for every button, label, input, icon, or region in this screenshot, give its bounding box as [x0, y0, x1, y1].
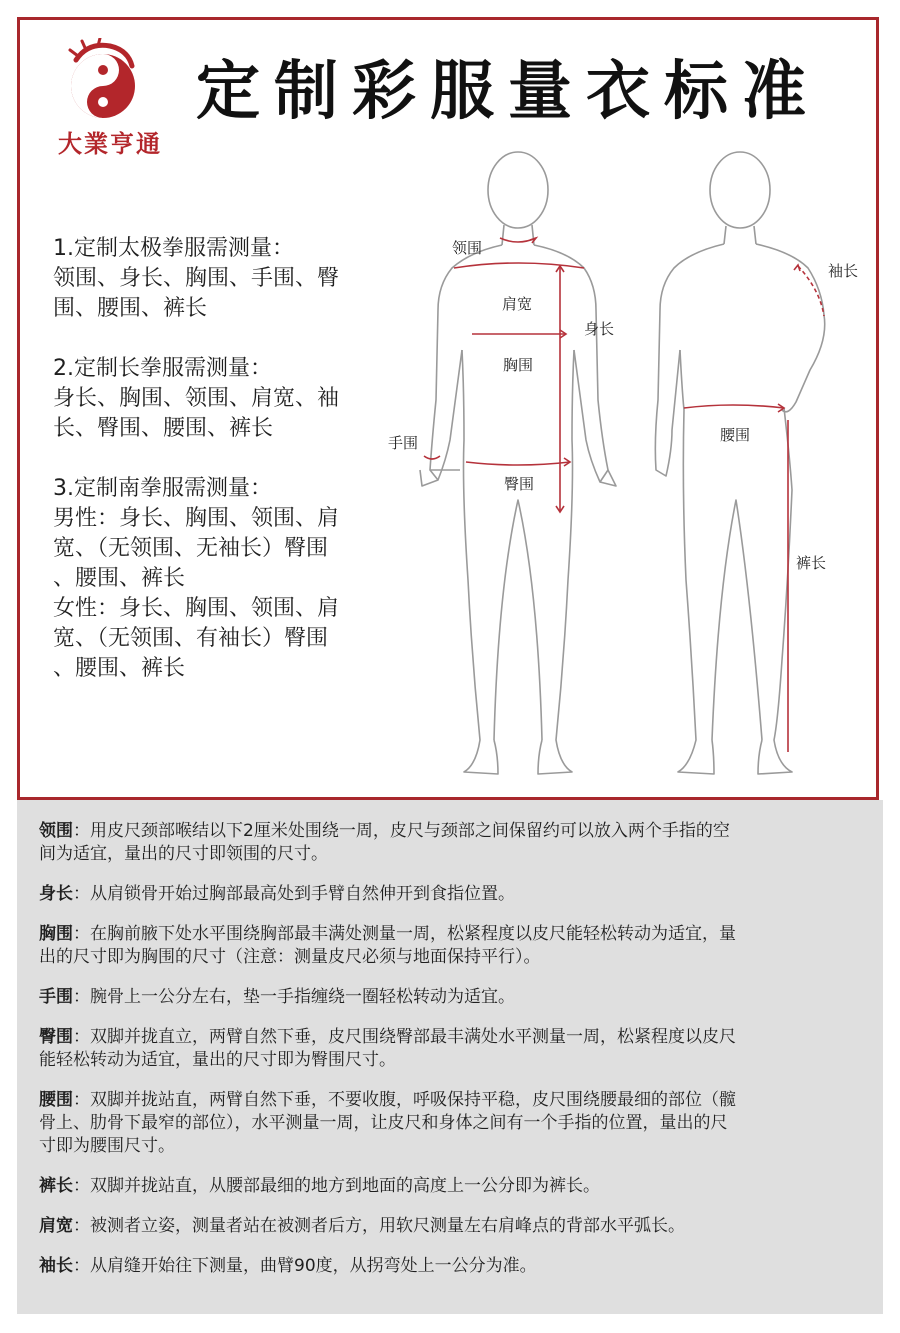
requirement-line: 领围、身长、胸围、手围、臀 [53, 266, 340, 291]
requirement-nanquan [53, 474, 393, 684]
definition-text: ：在胸前腋下处水平围绕胸部最丰满处测量一周，松紧程度以皮尺能轻松转动为适宜，量 [73, 924, 736, 944]
definition-line: 出的尺寸即为胸围的尺寸（注意：测量皮尺必须与地面保持平行）。 [39, 947, 541, 967]
definition-term: 肩宽 [39, 1216, 73, 1236]
requirement-line: 3.定制南拳服需测量： [53, 476, 272, 501]
definition-text: ：从肩缝开始往下测量，曲臂90度，从拐弯处上一公分为准。 [73, 1256, 537, 1276]
definition-wrist [39, 986, 861, 1009]
requirement-line: 、腰围、裤长 [53, 656, 186, 681]
definition-line [39, 923, 861, 946]
definition-text: ：腕骨上一公分左右，垫一手指缠绕一圈轻松转动为适宜。 [73, 987, 515, 1007]
body-figure [380, 140, 880, 790]
definition-text: ：双脚并拢站直，从腰部最细的地方到地面的高度上一公分即为裤长。 [73, 1176, 600, 1196]
definition-line: 能轻松转动为适宜，量出的尺寸即为臀围尺寸。 [39, 1050, 396, 1070]
definition-line [39, 1255, 861, 1278]
definition-line [39, 1175, 861, 1198]
requirement-line: 身长、胸围、领围、肩宽、袖 [53, 386, 340, 411]
page-title: 定制彩服量衣标准 [196, 54, 820, 129]
requirement-changquan [53, 354, 393, 444]
definition-term: 袖长 [39, 1256, 73, 1276]
hip-label: 臀围 [504, 475, 535, 493]
definition-term: 臀围 [39, 1027, 73, 1047]
requirement-line: 2.定制长拳服需测量： [53, 356, 272, 381]
requirement-taichi [53, 234, 393, 324]
definition-waist [39, 1089, 861, 1158]
definition-text: ：双脚并拢直立，两臂自然下垂，皮尺围绕臀部最丰满处水平测量一周，松紧程度以皮尺 [73, 1027, 736, 1047]
definition-pants [39, 1175, 861, 1198]
definition-term: 腰围 [39, 1090, 73, 1110]
definition-line [39, 820, 861, 843]
definition-collar [39, 820, 861, 866]
requirements-list [53, 234, 393, 714]
requirement-line: 男性：身长、胸围、领围、肩 [53, 506, 340, 531]
definition-length [39, 883, 861, 906]
definition-line: 骨上、肋骨下最窄的部位），水平测量一周，让皮尺和身体之间有一个手指的位置，量出的尺 [39, 1113, 728, 1133]
requirement-line: 1.定制太极拳服需测量： [53, 236, 294, 261]
requirement-line: 长、臀围、腰围、裤长 [53, 416, 274, 441]
definition-term: 胸围 [39, 924, 73, 944]
requirement-line: 女性：身长、胸围、领围、肩 [53, 596, 340, 621]
wrist-label: 手围 [388, 434, 419, 452]
definition-hip [39, 1026, 861, 1072]
shoulder-label: 肩宽 [502, 295, 533, 313]
requirement-line: 宽、（无领围、无袖长）臀围 [53, 536, 329, 561]
sleeve-label: 袖长 [828, 262, 859, 280]
definition-shoulder [39, 1215, 861, 1238]
definition-text: ：从肩锁骨开始过胸部最高处到手臂自然伸开到食指位置。 [73, 884, 515, 904]
definition-text: ：被测者立姿，测量者站在被测者后方，用软尺测量左右肩峰点的背部水平弧长。 [73, 1216, 685, 1236]
requirement-line: 、腰围、裤长 [53, 566, 186, 591]
definition-term: 身长 [39, 884, 73, 904]
definition-term: 领围 [39, 821, 73, 841]
definition-line [39, 1089, 861, 1112]
definition-line [39, 1215, 861, 1238]
pants-label: 裤长 [796, 554, 827, 572]
definition-text: ：用皮尺颈部喉结以下2厘米处围绕一周，皮尺与颈部之间保留约可以放入两个手指的空 [73, 821, 730, 841]
length-label: 身长 [584, 320, 615, 338]
definition-chest [39, 923, 861, 969]
requirement-line: 围、腰围、裤长 [53, 296, 208, 321]
definition-term: 裤长 [39, 1176, 73, 1196]
collar-label: 领围 [452, 239, 483, 257]
definition-line [39, 1026, 861, 1049]
definition-line: 寸即为腰围尺寸。 [39, 1136, 175, 1156]
waist-label: 腰围 [720, 426, 751, 444]
definition-sleeve [39, 1255, 861, 1278]
definition-line [39, 986, 861, 1009]
definition-line: 间为适宜，量出的尺寸即领围的尺寸。 [39, 844, 328, 864]
brand-name: 大業亨通 [58, 129, 162, 158]
chest-label: 胸围 [503, 356, 534, 374]
requirement-line: 宽、（无领围、有袖长）臀围 [53, 626, 329, 651]
definitions-panel [17, 800, 883, 1314]
definition-line [39, 883, 861, 906]
definition-term: 手围 [39, 987, 73, 1007]
definition-text: ：双脚并拢站直，两臂自然下垂，不要收腹，呼吸保持平稳，皮尺围绕腰最细的部位（髋 [73, 1090, 736, 1110]
